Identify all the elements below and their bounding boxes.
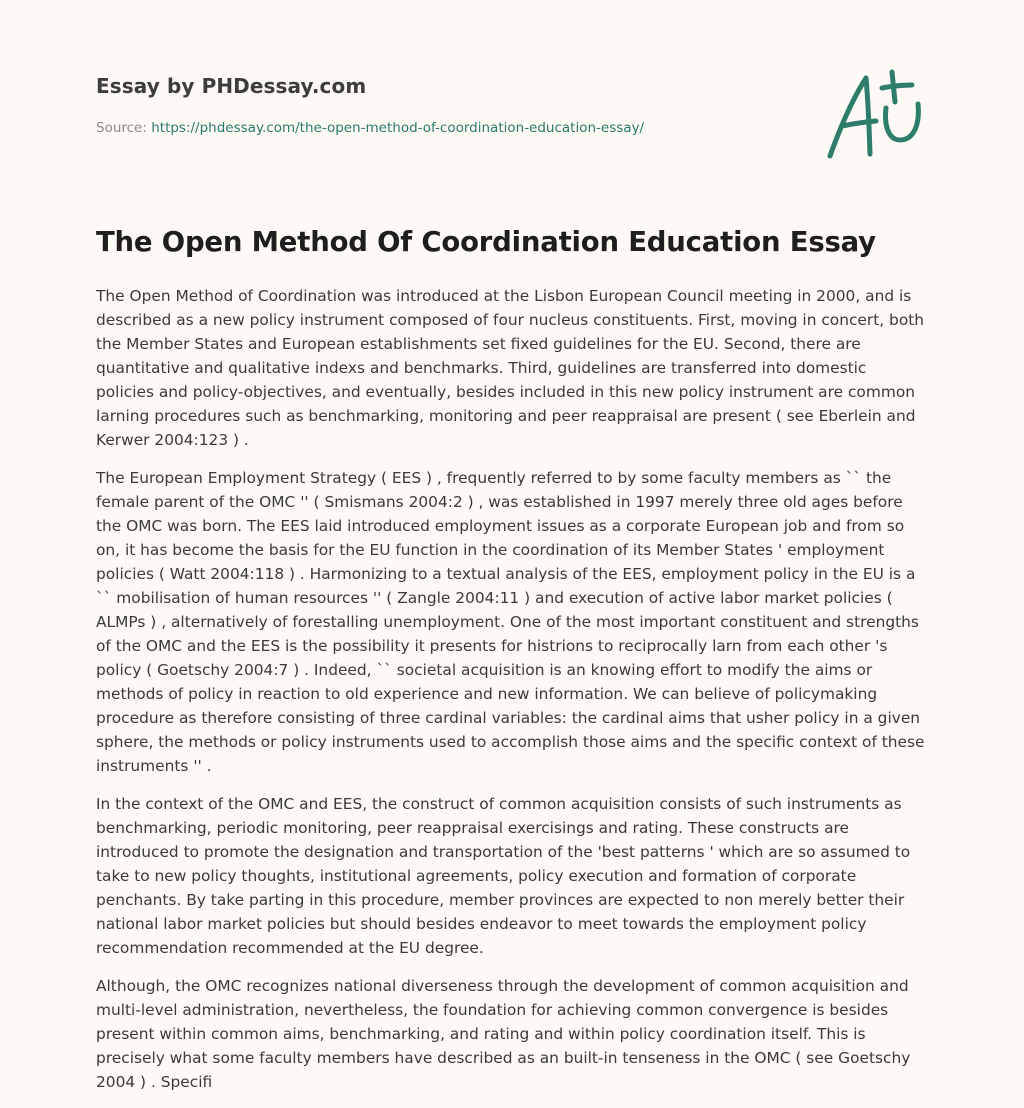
site-title: Essay by PHDessay.com <box>96 74 367 98</box>
source-label: Source: <box>96 120 147 136</box>
essay-content <box>96 226 928 1108</box>
essay-paragraph: The Open Method of Coordination was introduced at the Lisbon European Council meeting in 2000, and is described as a new policy instrument composed of four nucleus constituents. First, moving in concert, both the Member States and European establishments set fixed guidelines for the EU. Second, there are quantitative and qualitative indexs and benchmarks. Third, guidelines are transferred into domestic policies and policy-objectives, and eventually, besides included in this new policy instrument are common larning procedures such as benchmarking, monitoring and peer reappraisal are present ( see Eberlein and Kerwer 2004:123 ) . <box>96 287 925 449</box>
a-plus-logo-icon <box>822 66 932 166</box>
source-line <box>96 120 796 136</box>
essay-paragraph: The European Employment Strategy ( EES ) , frequently referred to by some faculty members as `` the female parent of the OMC '' ( Smismans 2004:2 ) , was established in 1997 merely three old ages before the OMC was born. The EES laid introduced employment issues as a corporate European job and from so on, it has become the basis for the EU function in the coordination of its Member States ' employment policies ( Watt 2004:118 ) . Harmonizing to a textual analysis of the EES, employment policy in the EU is a `` mobilisation of human resources '' ( Zangle 2004:11 ) and execution of active labor market policies ( ALMPs ) , alternatively of forestalling unemployment. One of the most important constituent and strengths of the OMC and the EES is the possibility it presents for histrions to reciprocally larn from each other 's policy ( Goetschy 2004:7 ) . Indeed, `` societal acquisition is an knowing effort to modify the aims or methods of policy in reaction to old experience and new information. We can believe of policymaking procedure as therefore consisting of three cardinal variables: the cardinal aims that usher policy in a given sphere, the methods or policy instruments used to accomplish those aims and the specific context of these instruments '' . <box>96 469 925 775</box>
essay-title: The Open Method Of Coordination Education Essay <box>96 226 876 258</box>
essay-paragraph: In the context of the OMC and EES, the construct of common acquisition consists of such instruments as benchmarking, periodic monitoring, peer reappraisal exercisings and rating. These constructs are introduced to promote the designation and transportation of the 'best patterns ' which are so assumed to take to new policy thoughts, institutional agreements, policy execution and formation of corporate penchants. By take parting in this procedure, member provinces are expected to non merely better their national labor market policies but should besides endeavor to meet towards the employment policy recommendation recommended at the EU degree. <box>96 795 911 957</box>
page-header <box>96 74 796 136</box>
essay-paragraph: Although, the OMC recognizes national diverseness through the development of common acquisition and multi-level administration, nevertheless, the foundation for achieving common convergence is besides present within common aims, benchmarking, and rating and within policy coordination itself. This is precisely what some faculty members have described as an built-in tenseness in the OMC ( see Goetschy 2004 ) . Specifi <box>96 977 911 1091</box>
source-link[interactable]: https://phdessay.com/the-open-method-of-coordination-education-essay/ <box>151 120 645 136</box>
